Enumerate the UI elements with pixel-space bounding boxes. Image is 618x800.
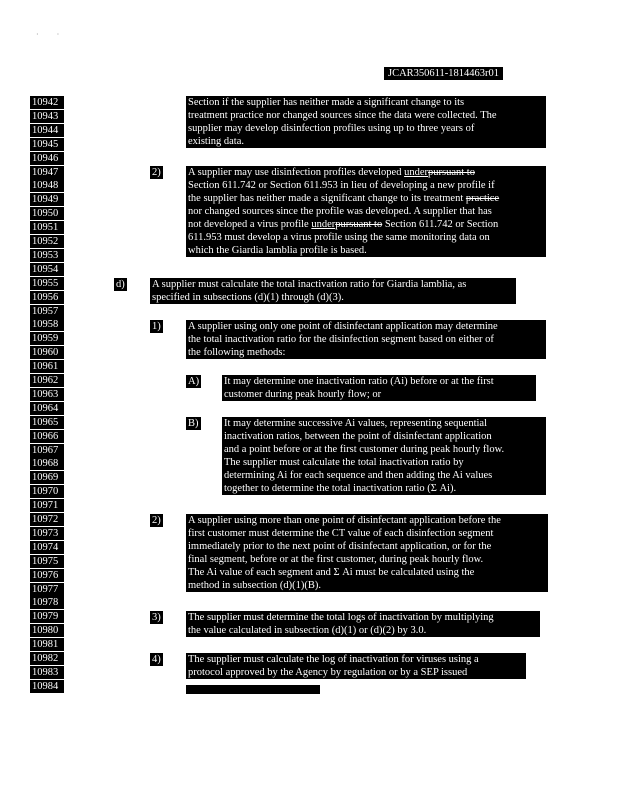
line-number: 10964 — [30, 402, 64, 415]
text-line: customer during peak hourly flow; or — [224, 389, 382, 400]
line-number: 10983 — [30, 666, 64, 679]
paragraph-A — [222, 375, 536, 401]
text-run: the supplier has neither made a significant change to its treatment — [188, 193, 466, 204]
line-number: 10975 — [30, 555, 64, 568]
paragraph-intro — [186, 96, 546, 148]
text-line: the total inactivation ratio for the disinfection segment based on either of — [188, 334, 494, 345]
text-line: supplier may develop disinfection profiles using up to three years of — [188, 123, 475, 134]
line-number: 10958 — [30, 318, 64, 331]
paragraph-d2 — [186, 514, 548, 592]
line-number: 10972 — [30, 513, 64, 526]
line-number: 10973 — [30, 527, 64, 540]
line-number: 10984 — [30, 680, 64, 693]
text-line: nor changed sources since the profile was developed. A supplier that has — [188, 206, 492, 217]
text-line: The supplier must determine the total logs of inactivation by multiplying — [188, 612, 494, 623]
line-number: 10979 — [30, 610, 64, 623]
line-number: 10948 — [30, 179, 64, 192]
line-number: 10976 — [30, 569, 64, 582]
line-number: 10970 — [30, 485, 64, 498]
text-line: which the Giardia lamblia profile is based. — [188, 245, 367, 256]
item-2-label: 2) — [152, 167, 161, 178]
deleted-text: pursuant to — [428, 167, 475, 178]
line-number: 10977 — [30, 583, 64, 596]
line-number: 10965 — [30, 416, 64, 429]
text-line: protocol approved by the Agency by regulation or by a SEP issued — [188, 667, 468, 678]
line-number: 10969 — [30, 471, 64, 484]
text-line: A supplier using more than one point of disinfectant application before the — [188, 515, 501, 526]
text-line: The supplier must calculate the total inactivation ratio by — [224, 457, 464, 468]
line-number: 10954 — [30, 263, 64, 276]
line-number: 10957 — [30, 305, 64, 318]
paragraph-d1 — [186, 320, 546, 359]
text-line: It may determine successive Ai values, representing sequential — [224, 418, 487, 429]
line-number: 10982 — [30, 652, 64, 665]
inserted-text: under — [311, 219, 336, 230]
scan-specks: · · — [36, 30, 60, 39]
line-number: 10974 — [30, 541, 64, 554]
subsection-d-label: d) — [116, 279, 125, 290]
text-line: together to determine the total inactivation ratio (Σ Ai). — [224, 483, 457, 494]
text-run: Section 611.742 or Section — [382, 219, 499, 230]
text-line: determining Ai for each sequence and then adding the Ai values — [224, 470, 493, 481]
text-line: first customer must determine the CT value of each disinfection segment — [188, 528, 494, 539]
line-number: 10956 — [30, 291, 64, 304]
deleted-text: practice — [465, 193, 500, 204]
text-line: specified in subsections (d)(1) through (d)(3). — [152, 292, 344, 303]
item-B-label: B) — [188, 418, 199, 429]
text-line: Section if the supplier has neither made a significant change to its — [188, 97, 465, 108]
paragraph-subsection-d — [150, 278, 516, 304]
document-header-id: JCAR350611-1814463r01 — [384, 67, 503, 80]
text-line: inactivation ratios, between the point of disinfectant application — [224, 431, 492, 442]
text-line — [188, 192, 544, 205]
text-line: A supplier using only one point of disinfectant application may determine — [188, 321, 498, 332]
text-line: the following methods: — [188, 347, 286, 358]
line-number: 10971 — [30, 499, 64, 512]
item-d4-label: 4) — [152, 654, 161, 665]
item-d2-label: 2) — [152, 515, 161, 526]
line-number: 10943 — [30, 110, 64, 123]
text-line: A supplier must calculate the total inactivation ratio for Giardia lamblia, as — [152, 279, 467, 290]
line-number: 10963 — [30, 388, 64, 401]
text-line: The supplier must calculate the log of inactivation for viruses using a — [188, 654, 479, 665]
paragraph-item-2 — [186, 166, 546, 257]
line-number: 10953 — [30, 249, 64, 262]
line-number: 10981 — [30, 638, 64, 651]
line-number: 10951 — [30, 221, 64, 234]
line-number: 10955 — [30, 277, 64, 290]
line-number: 10950 — [30, 207, 64, 220]
line-number: 10946 — [30, 152, 64, 165]
text-line: method in subsection (d)(1)(B). — [188, 580, 321, 591]
item-d1-label: 1) — [152, 321, 161, 332]
text-line: It may determine one inactivation ratio (Ai) before or at the first — [224, 376, 494, 387]
line-number: 10945 — [30, 138, 64, 151]
inserted-text: under — [404, 167, 428, 178]
paragraph-B — [222, 417, 546, 495]
text-line: the value calculated in subsection (d)(1) or (d)(2) by 3.0. — [188, 625, 427, 636]
paragraph-d3 — [186, 611, 540, 637]
line-number: 10942 — [30, 96, 64, 109]
illegible-text-fragment — [186, 685, 320, 694]
text-line: treatment practice nor changed sources since the data were collected. The — [188, 110, 497, 121]
line-number: 10947 — [30, 166, 64, 179]
line-number: 10960 — [30, 346, 64, 359]
text-line — [188, 218, 544, 231]
text-line: existing data. — [188, 136, 244, 147]
line-number: 10962 — [30, 374, 64, 387]
text-line: The Ai value of each segment and Σ Ai must be calculated using the — [188, 567, 475, 578]
line-number: 10952 — [30, 235, 64, 248]
text-line: final segment, before or at the first customer, during peak hourly flow. — [188, 554, 484, 565]
line-number: 10968 — [30, 457, 64, 470]
text-line: 611.953 must develop a virus profile using the same monitoring data on — [188, 232, 490, 243]
line-number: 10980 — [30, 624, 64, 637]
text-line — [188, 166, 544, 179]
line-number: 10944 — [30, 124, 64, 137]
deleted-text: pursuant to — [335, 219, 383, 230]
line-number: 10966 — [30, 430, 64, 443]
text-run: A supplier may use disinfection profiles developed — [188, 167, 405, 178]
line-number: 10949 — [30, 193, 64, 206]
text-line: immediately prior to the next point of disinfectant application, or for the — [188, 541, 492, 552]
text-line: and a point before or at the first customer during peak hourly flow. — [224, 444, 505, 455]
item-d3-label: 3) — [152, 612, 161, 623]
line-number: 10961 — [30, 360, 64, 373]
text-run: not developed a virus profile — [188, 219, 312, 230]
line-number: 10978 — [30, 596, 64, 609]
item-A-label: A) — [188, 376, 200, 387]
line-number: 10967 — [30, 444, 64, 457]
paragraph-d4 — [186, 653, 526, 679]
line-number: 10959 — [30, 332, 64, 345]
text-line: Section 611.742 or Section 611.953 in lieu of developing a new profile if — [188, 180, 495, 191]
